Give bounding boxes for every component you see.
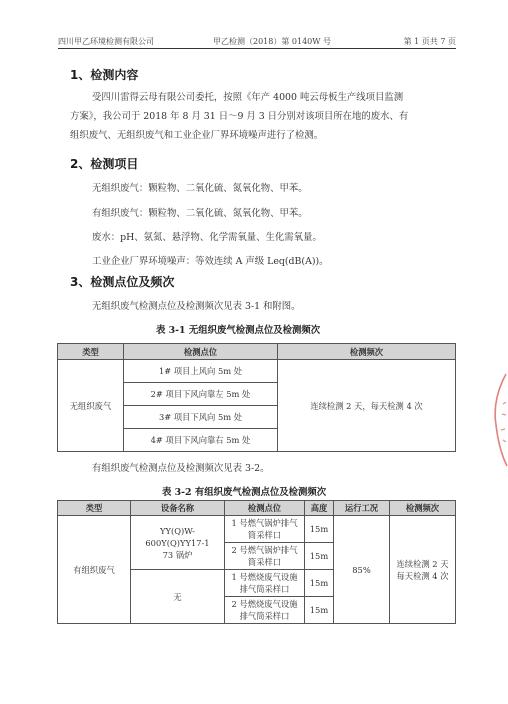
header-report-number: 甲乙检测（2018）第 0140W 号 [213, 37, 332, 46]
table-2-header: 检测频次 [390, 501, 456, 516]
section-3-intro: 有组织废气检测点位及检测频次见表 3-2。 [92, 463, 270, 474]
device-name-line: 73 锅炉 [162, 549, 193, 560]
frequency-line: 每天检测 4 次 [396, 570, 449, 581]
table-2-height-cell: 15m [305, 597, 334, 624]
page-header [58, 36, 456, 49]
detection-item: 有组织废气：颗粒物、二氧化硫、氮氧化物、甲苯。 [92, 208, 308, 219]
point-line: 2 号燃气锅炉排气 [231, 545, 298, 555]
table-2-header: 检测点位 [225, 501, 305, 516]
section-2-title: 2、检测项目 [70, 157, 139, 171]
table-1-type-cell: 无组织废气 [58, 360, 124, 452]
point-line: 筒采样口 [247, 557, 282, 567]
table-2-device-cell [131, 516, 225, 570]
table-2-point-cell [225, 543, 305, 570]
table-2-header: 类型 [58, 501, 131, 516]
section-1-paragraph-line: 受四川雷得云母有限公司委托，按照《年产 4000 吨云母板生产线项目监测 [92, 92, 404, 103]
table-2-height-cell: 15m [305, 543, 334, 570]
table-1-caption: 表 3-1 无组织废气检测点位及检测频次 [156, 325, 321, 336]
table-2 [57, 500, 456, 624]
table-2-type-cell: 有组织废气 [58, 516, 131, 624]
frequency-line: 连续检测 2 天 [396, 558, 449, 569]
header-page-number: 第 1 页共 7 页 [403, 37, 456, 46]
section-1-paragraph-line: 方案》，我公司于 2018 年 8 月 31 日～9 月 3 日分别对该项目所在地的废水、有 [70, 111, 409, 122]
table-1 [57, 343, 456, 452]
table-2-frequency-cell [390, 516, 456, 624]
table-2-device-cell: 无 [131, 570, 225, 624]
table-2-header: 设备名称 [131, 501, 225, 516]
table-2-condition-cell: 85% [334, 516, 390, 624]
point-line: 2 号燃烧废气设施 [231, 599, 298, 609]
table-2-height-cell: 15m [305, 570, 334, 597]
header-company: 四川甲乙环境检测有限公司 [58, 37, 154, 46]
table-2-header: 高度 [305, 501, 334, 516]
table-2-caption: 表 3-2 有组织废气检测点位及检测频次 [162, 487, 327, 498]
section-1-title: 1、检测内容 [70, 68, 139, 82]
table-1-point-cell: 3# 项目下风向 5m 处 [124, 406, 278, 429]
table-1-frequency-cell: 连续检测 2 天，每天检测 4 次 [278, 360, 456, 452]
table-1-point-cell: 1# 项目上风向 5m 处 [124, 360, 278, 383]
point-line: 筒采样口 [247, 530, 282, 540]
table-1-header: 检测点位 [124, 344, 278, 360]
detection-item: 工业企业厂界环境噪声：等效连续 A 声级 Leq(dB(A))。 [92, 256, 329, 267]
section-3-intro: 无组织废气检测点位及检测频次见表 3-1 和附图。 [92, 301, 301, 312]
detection-item: 废水：pH、氨氮、悬浮物、化学需氧量、生化需氧量。 [92, 232, 322, 243]
point-line: 1 号燃烧废气设施 [231, 572, 298, 582]
table-2-height-cell: 15m [305, 516, 334, 543]
table-2-header: 运行工况 [334, 501, 390, 516]
table-2-point-cell [225, 597, 305, 624]
section-3-title: 3、检测点位及频次 [70, 275, 175, 289]
table-1-point-cell: 4# 项目下风向靠右 5m 处 [124, 429, 278, 452]
table-2-point-cell [225, 570, 305, 597]
table-1-header: 检测频次 [278, 344, 456, 360]
table-1-point-cell: 2# 项目下风向靠左 5m 处 [124, 383, 278, 406]
device-name-line: YY(Q)W-600Y(Q)YY17-1 [145, 525, 210, 548]
table-2-point-cell [225, 516, 305, 543]
seal-stamp-fragment [490, 370, 508, 470]
detection-item: 无组织废气：颗粒物、二氧化硫、氮氧化物、甲苯。 [92, 183, 308, 194]
point-line: 1 号燃气锅炉排气 [231, 518, 298, 528]
section-1-paragraph-line: 组织废气、无组织废气和工业企业厂界环境噪声进行了检测。 [70, 130, 324, 141]
point-line: 排气筒采样口 [239, 584, 290, 594]
table-1-header: 类型 [58, 344, 124, 360]
point-line: 排气筒采样口 [239, 611, 290, 621]
